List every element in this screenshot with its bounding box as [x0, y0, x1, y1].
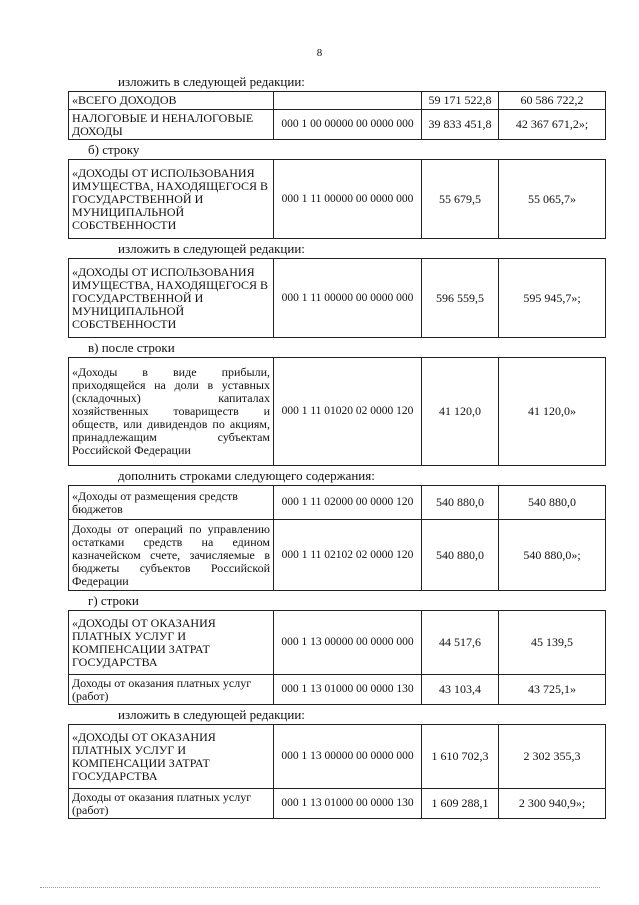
- row-value-1: 55 679,5: [422, 160, 499, 239]
- row-name: «Доходы от размещения средств бюджетов: [69, 486, 274, 520]
- row-value-2: 595 945,7»;: [499, 259, 606, 338]
- row-value-2: 42 367 671,2»;: [499, 110, 606, 140]
- table-row: [69, 486, 606, 520]
- row-value-1: 540 880,0: [422, 486, 499, 520]
- row-value-2: 45 139,5: [499, 611, 606, 675]
- row-name: НАЛОГОВЫЕ И НЕНАЛОГОВЫЕ ДОХОДЫ: [69, 110, 274, 140]
- row-code: 000 1 11 00000 00 0000 000: [274, 259, 422, 338]
- page-number: 8: [316, 47, 323, 59]
- revenue-table: [68, 610, 606, 705]
- table-row: [69, 259, 606, 338]
- row-code: 000 1 11 01020 02 0000 120: [274, 358, 422, 466]
- row-name: «ДОХОДЫ ОТ ИСПОЛЬЗОВАНИЯ ИМУЩЕСТВА, НАХОДЯЩЕГОСЯ В ГОСУДАРСТВЕННОЙ И МУНИЦИПАЛЬНОЙ СОБСТВЕННОСТИ: [69, 259, 274, 338]
- row-value-1: 59 171 522,8: [422, 92, 499, 110]
- table-row: [69, 160, 606, 239]
- row-code: 000 1 11 02000 00 0000 120: [274, 486, 422, 520]
- table-row: [69, 725, 606, 789]
- instruction-line: дополнить строками следующего содержания:: [118, 468, 375, 483]
- row-name: Доходы от оказания платных услуг (работ): [69, 675, 274, 705]
- row-code: 000 1 13 00000 00 0000 000: [274, 725, 422, 789]
- revenue-table: [68, 485, 606, 591]
- table-row: [69, 789, 606, 819]
- row-value-2: 2 302 355,3: [499, 725, 606, 789]
- row-name: «ДОХОДЫ ОТ ОКАЗАНИЯ ПЛАТНЫХ УСЛУГ И КОМПЕНСАЦИИ ЗАТРАТ ГОСУДАРСТВА: [69, 725, 274, 789]
- row-value-1: 540 880,0: [422, 520, 499, 591]
- row-value-1: 41 120,0: [422, 358, 499, 466]
- row-code: 000 1 13 01000 00 0000 130: [274, 789, 422, 819]
- row-value-2: 60 586 722,2: [499, 92, 606, 110]
- row-name: Доходы от оказания платных услуг (работ): [69, 789, 274, 819]
- table-row: [69, 358, 606, 466]
- row-value-1: 596 559,5: [422, 259, 499, 338]
- row-value-2: 41 120,0»: [499, 358, 606, 466]
- page-bottom-rule: [40, 887, 600, 888]
- row-value-1: 43 103,4: [422, 675, 499, 705]
- row-name: «ДОХОДЫ ОТ ИСПОЛЬЗОВАНИЯ ИМУЩЕСТВА, НАХОДЯЩЕГОСЯ В ГОСУДАРСТВЕННОЙ И МУНИЦИПАЛЬНОЙ СОБСТВЕННОСТИ: [69, 160, 274, 239]
- row-value-1: 39 833 451,8: [422, 110, 499, 140]
- row-code: 000 1 00 00000 00 0000 000: [274, 110, 422, 140]
- revenue-table: [68, 159, 606, 239]
- row-code: 000 1 11 00000 00 0000 000: [274, 160, 422, 239]
- row-code: 000 1 11 02102 02 0000 120: [274, 520, 422, 591]
- table-row: [69, 611, 606, 675]
- table-row: [69, 110, 606, 140]
- row-code: [274, 92, 422, 110]
- revenue-table: [68, 91, 606, 140]
- instruction-line: изложить в следующей редакции:: [118, 707, 305, 722]
- row-name: «ВСЕГО ДОХОДОВ: [69, 92, 274, 110]
- row-name: «Доходы в виде прибыли, приходящейся на доли в уставных (складочных) капиталах хозяйственных товариществ и обществ, или дивидендов по акциям, принадлежащим субъектам Российской Федерации: [69, 358, 274, 466]
- row-value-1: 1 609 288,1: [422, 789, 499, 819]
- revenue-table: [68, 258, 606, 338]
- instruction-line: в) после строки: [88, 340, 175, 355]
- instruction-line: изложить в следующей редакции:: [118, 241, 305, 256]
- row-value-1: 1 610 702,3: [422, 725, 499, 789]
- revenue-table: [68, 357, 606, 466]
- instruction-line: изложить в следующей редакции:: [118, 74, 305, 89]
- row-code: 000 1 13 00000 00 0000 000: [274, 611, 422, 675]
- revenue-table: [68, 724, 606, 819]
- table-row: [69, 92, 606, 110]
- row-code: 000 1 13 01000 00 0000 130: [274, 675, 422, 705]
- row-value-2: 55 065,7»: [499, 160, 606, 239]
- row-name: Доходы от операций по управлению остатками средств на едином казначейском счете, зачисляемые в бюджеты субъектов Российской Федерации: [69, 520, 274, 591]
- instruction-line: б) строку: [88, 142, 140, 157]
- row-value-1: 44 517,6: [422, 611, 499, 675]
- row-value-2: 43 725,1»: [499, 675, 606, 705]
- row-value-2: 540 880,0»;: [499, 520, 606, 591]
- row-name: «ДОХОДЫ ОТ ОКАЗАНИЯ ПЛАТНЫХ УСЛУГ И КОМПЕНСАЦИИ ЗАТРАТ ГОСУДАРСТВА: [69, 611, 274, 675]
- table-row: [69, 520, 606, 591]
- row-value-2: 540 880,0: [499, 486, 606, 520]
- amendment-document: [68, 72, 606, 819]
- instruction-line: г) строки: [88, 593, 139, 608]
- row-value-2: 2 300 940,9»;: [499, 789, 606, 819]
- table-row: [69, 675, 606, 705]
